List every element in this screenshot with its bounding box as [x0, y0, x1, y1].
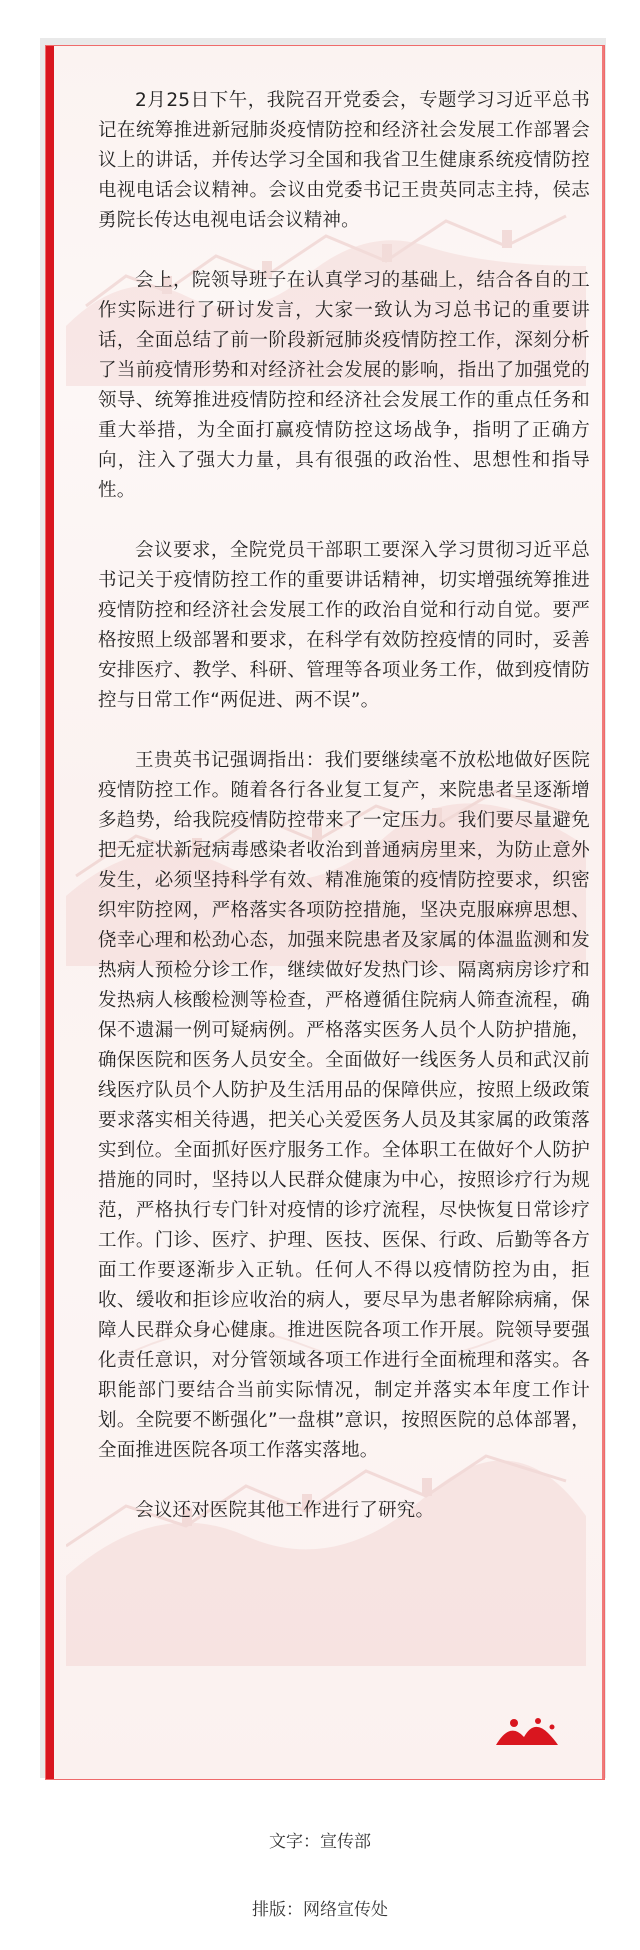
paragraph-5: 会议还对医院其他工作进行了研究。	[135, 1500, 435, 1521]
paragraph-3: 会议要求，全院党员干部职工要深入学习贯彻习近平总书记关于疫情防控工作的重要讲话精神，切实增强统筹推进疫情防控和经济社会发展工作的政治自觉和行动自觉。要严格按照上级部署和要求，在科学有效防控疫情的同时，妥善安排医疗、教学、科研、管理等各项业务工作，做到疫情防控与日常工作“两促进、两不误”。	[98, 540, 590, 711]
paragraph-2: 会上，院领导班子在认真学习的基础上，结合各自的工作实际进行了研讨发言，大家一致认为习总书记的重要讲话，全面总结了前一阶段新冠肺炎疫情防控工作，深刻分析了当前疫情形势和对经济社会发展的影响，指出了加强党的领导、统筹推进疫情防控和经济社会发展工作的重点任务和重大举措，为全面打赢疫情防控这场战争，指明了正确方向，注入了强大力量，具有很强的政治性、思想性和指导性。	[98, 270, 590, 501]
author-credit: 文字：宣传部	[269, 1832, 371, 1852]
accent-bar	[46, 46, 54, 1779]
article-body	[98, 86, 590, 1556]
article-card	[45, 45, 605, 1780]
paragraph-4: 王贵英书记强调指出：我们要继续毫不放松地做好医院疫情防控工作。随着各行各业复工复产，来院患者呈逐渐增多趋势，给我院疫情防控带来了一定压力。我们要尽量避免把无症状新冠病毒感染者收治到普通病房里来，为防止意外发生，必须坚持科学有效、精准施策的疫情防控要求，织密织牢防控网，严格落实各项防控措施，坚决克服麻痹思想、侥幸心理和松劲心态，加强来院患者及家属的体温监测和发热病人预检分诊工作，继续做好发热门诊、隔离病房诊疗和发热病人核酸检测等检查，严格遵循住院病人筛查流程，确保不遗漏一例可疑病例。严格落实医务人员个人防护措施，确保医院和医务人员安全。全面做好一线医务人员和武汉前线医疗队员个人防护及生活用品的保障供应，按照上级政策要求落实相关待遇，把关心关爱医务人员及其家属的政策落实到位。全面抓好医疗服务工作。全体职工在做好个人防护措施的同时，坚持以人民群众健康为中心，按照诊疗行为规范，严格执行专门针对疫情的诊疗流程，尽快恢复日常诊疗工作。门诊、医疗、护理、医技、医保、行政、后勤等各方面工作要逐渐步入正轨。任何人不得以疫情防控为由，拒收、缓收和拒诊应收治的病人，要尽早为患者解除病痛，保障人民群众身心健康。推进医院各项工作开展。院领导要强化责任意识，对分管领域各项工作进行全面梳理和落实。各职能部门要结合当前实际情况，制定并落实本年度工作计划。全院要不断强化”一盘棋”意识，按照医院的总体部署，全面推进医院各项工作落实落地。	[98, 750, 590, 1461]
layout-credit: 排版：网络宣传处	[252, 1900, 388, 1920]
paragraph-1: 2月25日下午，我院召开党委会，专题学习习近平总书记在统筹推进新冠肺炎疫情防控和经济社会发展工作部署会议上的讲话，并传达学习全国和我省卫生健康系统疫情防控电视电话会议精神。会议由党委书记王贵英同志主持，侯志勇院长传达电视电话会议精神。	[98, 90, 590, 231]
card-edge	[602, 46, 604, 1779]
red-festive-ornament-icon	[490, 1711, 562, 1751]
